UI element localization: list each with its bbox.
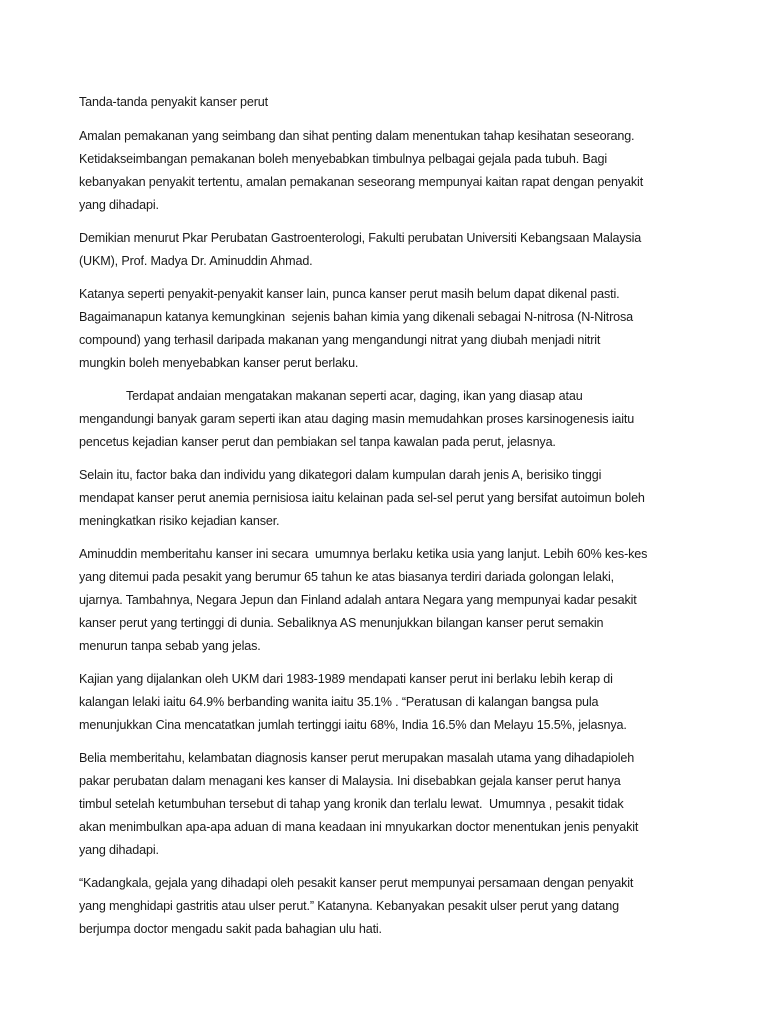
document-title: Tanda-tanda penyakit kanser perut: [79, 95, 268, 109]
paragraph-line: menunjukkan Cina mencatatkan jumlah tertinggi iaitu 68%, India 16.5% dan Melayu 15.5%, jelasnya.: [79, 718, 627, 732]
paragraph-line: mengandungi banyak garam seperti ikan atau daging masin memudahkan proses karsinogenesis iaitu: [79, 412, 635, 426]
paragraph-line: ujarnya. Tambahnya, Negara Jepun dan Finland adalah antara Negara yang mempunyai kadar pesakit: [79, 593, 637, 607]
paragraph-line: Belia memberitahu, kelambatan diagnosis kanser perut merupakan masalah utama yang dihadapioleh: [79, 751, 635, 765]
paragraph-line: akan menimbulkan apa-apa aduan di mana keadaan ini mnyukarkan doctor menentukan jenis penyakit: [79, 820, 639, 834]
paragraph: [79, 464, 719, 533]
paragraph: [79, 747, 719, 862]
paragraph-line: Amalan pemakanan yang seimbang dan sihat penting dalam menentukan tahap kesihatan seseorang.: [79, 129, 635, 143]
paragraph-line: mungkin boleh menyebabkan kanser perut berlaku.: [79, 356, 359, 370]
paragraph-line: Terdapat andaian mengatakan makanan seperti acar, daging, ikan yang diasap atau: [126, 389, 583, 403]
paragraph-line: “Kadangkala, gejala yang dihadapi oleh pesakit kanser perut mempunyai persamaan dengan penyakit: [79, 876, 634, 890]
paragraph-line: pencetus kejadian kanser perut dan pembiakan sel tanpa kawalan pada perut, jelasnya.: [79, 435, 556, 449]
paragraph-line: berjumpa doctor mengadu sakit pada bahagian ulu hati.: [79, 922, 382, 936]
paragraph-line: yang menghidapi gastritis atau ulser perut.” Katanyna. Kebanyakan pesakit ulser perut yang datang: [79, 899, 619, 913]
paragraph-line: Kajian yang dijalankan oleh UKM dari 1983-1989 mendapati kanser perut ini berlaku lebih kerap di: [79, 672, 613, 686]
document-page: [79, 91, 719, 951]
paragraph-line: pakar perubatan dalam menagani kes kanser di Malaysia. Ini disebabkan gejala kanser perut hanya: [79, 774, 621, 788]
paragraph-line: Bagaimanapun katanya kemungkinan sejenis bahan kimia yang dikenali sebagai N-nitrosa (N-Nitrosa: [79, 310, 634, 324]
paragraph-line: meningkatkan risiko kejadian kanser.: [79, 514, 280, 528]
paragraph-line: yang dihadapi.: [79, 198, 159, 212]
paragraph-line: Ketidakseimbangan pemakanan boleh menyebabkan timbulnya pelbagai gejala pada tubuh. Bagi: [79, 152, 608, 166]
paragraph-line: (UKM), Prof. Madya Dr. Aminuddin Ahmad.: [79, 254, 313, 268]
paragraph-line: mendapat kanser perut anemia pernisiosa iaitu kelainan pada sel-sel perut yang bersifat autoimun boleh: [79, 491, 645, 505]
paragraph: [79, 283, 719, 375]
paragraph: [79, 227, 719, 273]
paragraph-line: yang dihadapi.: [79, 843, 159, 857]
paragraph-line: menurun tanpa sebab yang jelas.: [79, 639, 261, 653]
paragraph-line: kebanyakan penyakit tertentu, amalan pemakanan seseorang mempunyai kaitan rapat dengan penyakit: [79, 175, 644, 189]
paragraph-line: Aminuddin memberitahu kanser ini secara umumnya berlaku ketika usia yang lanjut. Lebih 60% kes-kes: [79, 547, 648, 561]
paragraph-line: Katanya seperti penyakit-penyakit kanser lain, punca kanser perut masih belum dapat dikenal pasti.: [79, 287, 620, 301]
paragraph: [79, 385, 719, 454]
paragraph: [79, 668, 719, 737]
paragraph: [79, 125, 719, 217]
paragraph-line: Selain itu, factor baka dan individu yang dikategori dalam kumpulan darah jenis A, berisiko tinggi: [79, 468, 602, 482]
paragraph: [79, 543, 719, 658]
paragraph-line: kanser perut yang tertinggi di dunia. Sebaliknya AS menunjukkan bilangan kanser perut semakin: [79, 616, 604, 630]
paragraph-line: Demikian menurut Pkar Perubatan Gastroenterologi, Fakulti perubatan Universiti Kebangsaan Malaysia: [79, 231, 642, 245]
paragraph-line: compound) yang terhasil daripada makanan yang mengandungi nitrat yang diubah menjadi nitrit: [79, 333, 601, 347]
paragraph-line: yang ditemui pada pesakit yang berumur 65 tahun ke atas biasanya terdiri dariada golongan lelaki,: [79, 570, 615, 584]
paragraph-line: kalangan lelaki iaitu 64.9% berbanding wanita iaitu 35.1% . “Peratusan di kalangan bangsa pula: [79, 695, 599, 709]
paragraph: [79, 872, 719, 941]
document-body: [79, 125, 719, 941]
paragraph-line: timbul setelah ketumbuhan tersebut di tahap yang kronik dan terlalu lewat. Umumnya , pesakit tidak: [79, 797, 624, 811]
